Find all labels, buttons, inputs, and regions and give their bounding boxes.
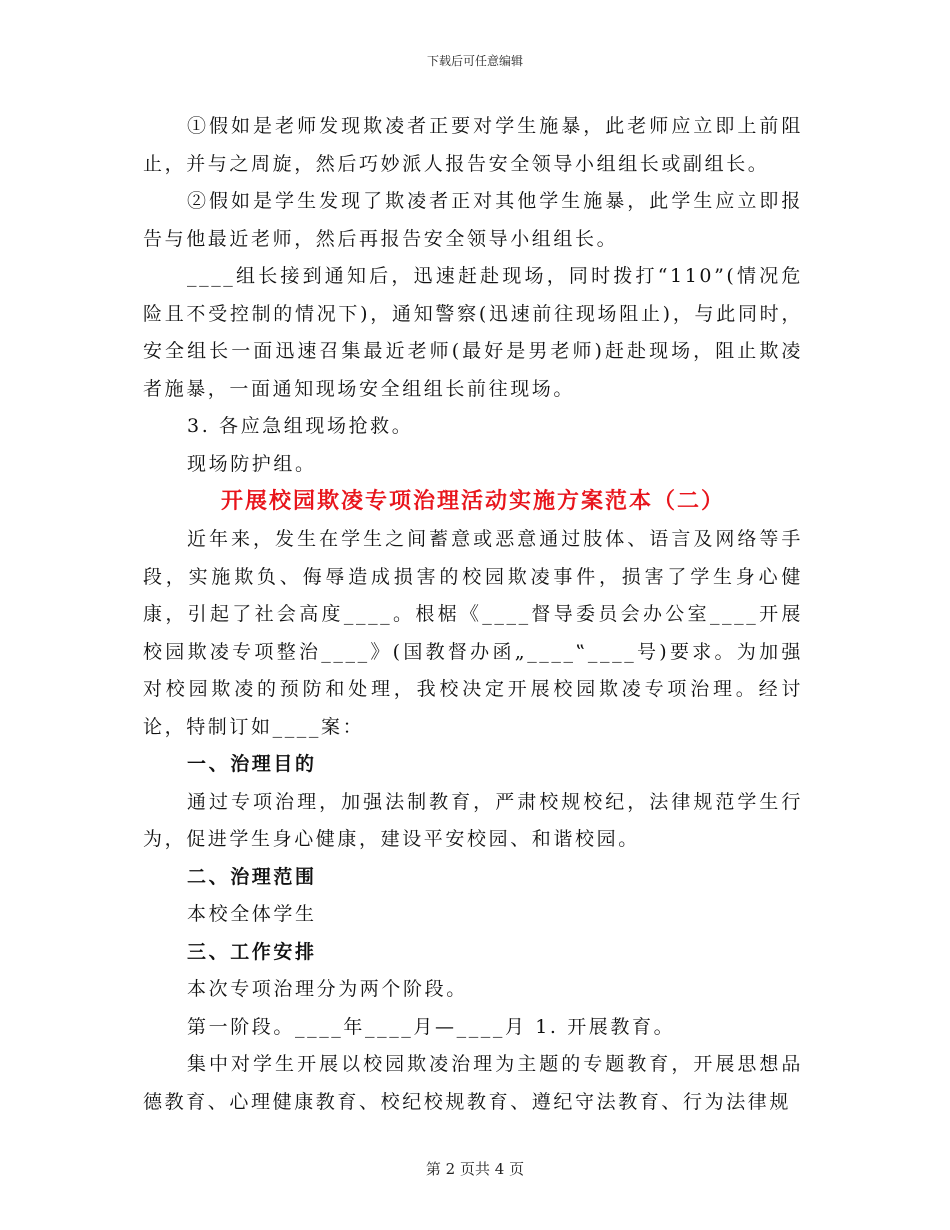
paragraph-2: ②假如是学生发现了欺凌者正对其他学生施暴，此学生应立即报告与他最近老师，然后再报告安全领导小组组长。: [143, 190, 803, 250]
stage-one-line: 第一阶段。____年____月—____月 1. 开展教育。: [187, 1015, 676, 1038]
intro-paragraph: 近年来，发生在学生之间蓄意或恶意通过肢体、语言及网络等手段，实施欺负、侮辱造成损害的校园欺凌事件，损害了学生身心健康，引起了社会高度____。根椐《____督导委员会办公室____开展校园欺凌专项整治____》(国教督办函„____‟____号)要求。为加强对校园欺凌的预防和处理，我校决定开展校园欺凌专项治理。经讨论，特制订如____案：: [143, 528, 803, 738]
document-body: [143, 108, 803, 1121]
document-title: 开展校园欺凌专项治理活动实施方案范本（二）: [220, 489, 725, 514]
page-footer: 第 2 页共 4 页: [425, 1160, 525, 1178]
paragraph-1: ①假如是老师发现欺凌者正要对学生施暴，此老师应立即上前阻止，并与之周旋，然后巧妙派人报告安全领导小组组长或副组长。: [143, 115, 803, 175]
section-body-arrangement: 本次专项治理分为两个阶段。: [187, 978, 468, 1000]
page-header: 下载后可任意编辑: [426, 54, 523, 68]
section-heading-arrangement: 三、工作安排: [187, 940, 317, 963]
paragraph-5: 现场防护组。: [187, 452, 317, 475]
paragraph-3: ____组长接到通知后，迅速赶赴现场，同时拨打“110”(情况危险且不受控制的情况下)，通知警察(迅速前往现场阻止)，与此同时，安全组长一面迅速召集最近老师(最好是男老师)赶赴现场，阻止欺凌者施暴，一面通知现场安全组组长前往现场。: [143, 265, 803, 400]
section-body-purpose: 通过专项治理，加强法制教育，严肃校规校纪，法律规范学生行为，促进学生身心健康，建设平安校园、和谐校园。: [143, 790, 803, 850]
section-body-scope: 本校全体学生: [187, 903, 317, 925]
paragraph-4: 3. 各应急组现场抢救。: [187, 415, 414, 437]
section-heading-purpose: 一、治理目的: [187, 753, 317, 775]
section-heading-scope: 二、治理范围: [187, 865, 317, 888]
stage-one-body: 集中对学生开展以校园欺凌治理为主题的专题教育，开展思想品德教育、心理健康教育、校纪校规教育、遵纪守法教育、行为法律规: [143, 1053, 803, 1113]
